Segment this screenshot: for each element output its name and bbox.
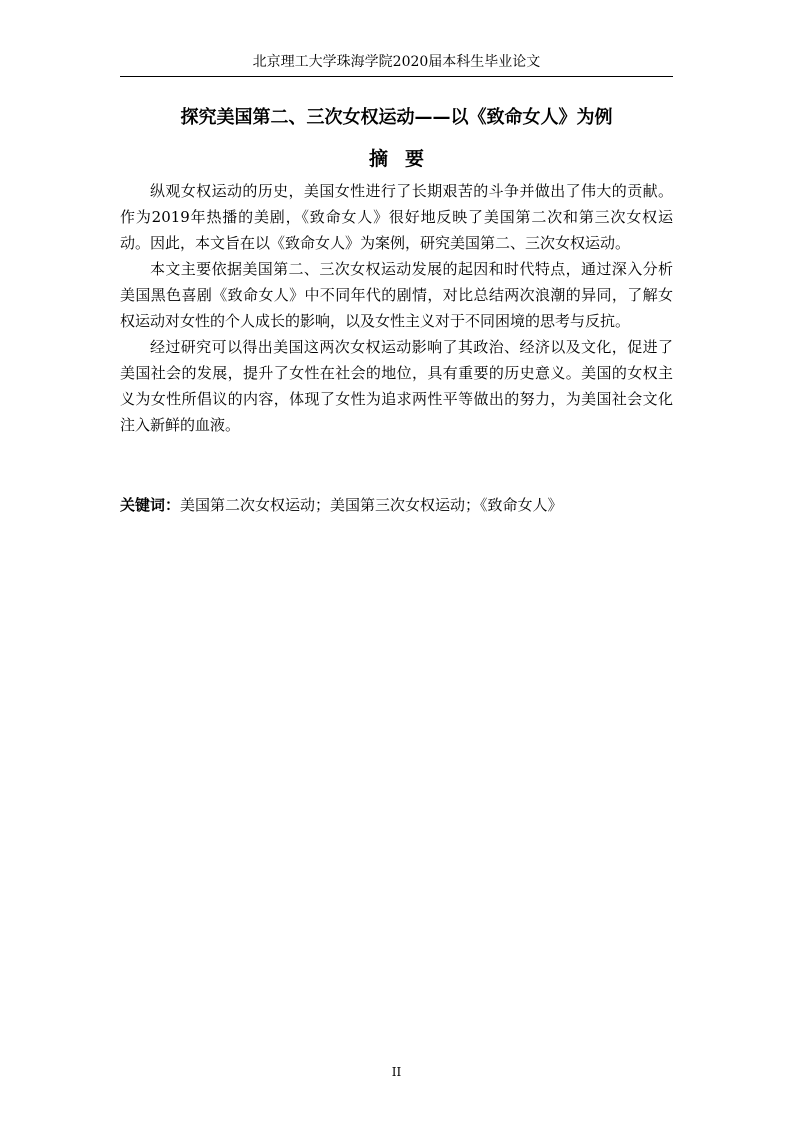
header-divider (120, 76, 673, 77)
thesis-title: 探究美国第二、三次女权运动——以《致命女人》为例 (180, 107, 613, 128)
keywords-label: 关键词： (120, 496, 181, 514)
abstract-heading: 摘要 (368, 148, 442, 170)
abstract-paragraph-3: 经过研究可以得出美国这两次女权运动影响了其政治、经济以及文化，促进了美国社会的发展，提升了女性在社会的地位，具有重要的历史意义。美国的女权主义为女性所倡议的内容，体现了女性为追求两性平等做出的努力，为美国社会文化注入新鲜的血液。 (120, 338, 673, 434)
page-number: II (391, 1065, 402, 1079)
keywords-text: 美国第二次女权运动；美国第三次女权运动；《致命女人》 (180, 496, 563, 514)
abstract-paragraph-2: 本文主要依据美国第二、三次女权运动发展的起因和时代特点，通过深入分析美国黑色喜剧《致命女人》中不同年代的剧情，对比总结两次浪潮的异同，了解女权运动对女性的个人成长的影响，以及女性主义对于不同困境的思考与反抗。 (120, 260, 673, 330)
abstract-body (120, 178, 673, 438)
abstract-paragraph-1: 纵观女权运动的历史，美国女性进行了长期艰苦的斗争并做出了伟大的贡献。作为2019年热播的美剧，《致命女人》很好地反映了美国第二次和第三次女权运动。因此，本文旨在以《致命女人》为案例，研究美国第二、三次女权运动。 (120, 182, 673, 252)
header-text: 北京理工大学珠海学院2020届本科生毕业论文 (252, 54, 541, 70)
keywords (120, 493, 673, 517)
